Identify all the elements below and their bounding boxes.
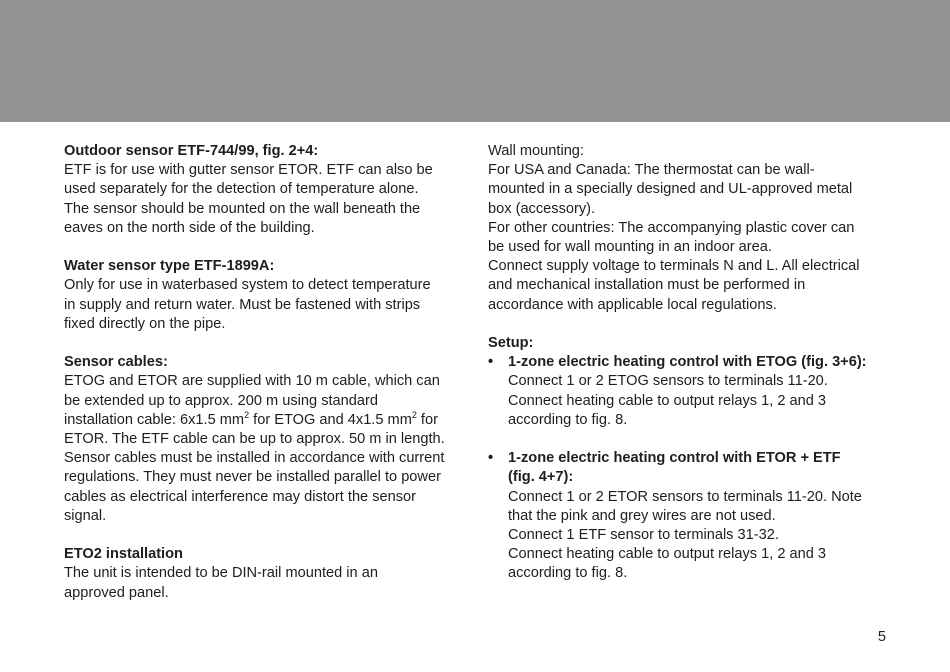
setup-item-line: Connect 1 or 2 ETOR sensors to terminals 11-20. Note — [508, 488, 862, 505]
outdoor-sensor-heading: Outdoor sensor ETF-744/99, fig. 2+4: — [64, 143, 319, 159]
wall-mounting-line: and mechanical installation must be performed in — [488, 277, 806, 294]
wall-mounting-line: Connect supply voltage to terminals N and L. All electrical — [488, 258, 860, 275]
water-line: in supply and return water. Must be fastened with strips — [64, 296, 421, 313]
setup-item-line: Connect heating cable to output relays 1, 2 and 3 — [508, 546, 827, 563]
cables-line: regulations. They must never be installed parallel to power — [64, 469, 441, 486]
right-column — [488, 142, 888, 584]
setup-heading: Setup: — [488, 335, 534, 352]
setup-item-title: 1-zone electric heating control with ETOR + ETF — [508, 450, 841, 467]
setup-item-line: Connect 1 or 2 ETOG sensors to terminals 11-20. — [508, 373, 828, 390]
setup-item-line: that the pink and grey wires are not used. — [508, 507, 776, 524]
cables-line: Sensor cables must be installed in accordance with current — [64, 450, 445, 467]
setup-item-title: (fig. 4+7): — [508, 469, 574, 486]
cables-line: installation cable: 6x1.5 $mm^2$ for ETOG and 4x1.5 $mm^2$ for — [64, 409, 438, 428]
outdoor-line: The sensor should be mounted on the wall beneath the — [64, 200, 421, 217]
setup-item-title: 1-zone electric heating control with ETOG (fig. 3+6): — [508, 354, 867, 371]
cables-line: ETOG and ETOR are supplied with 10 m cable, which can — [64, 373, 440, 390]
cables-line: cables as electrical interference may distort the sensor — [64, 488, 417, 505]
setup-item-line: according to fig. 8. — [508, 565, 628, 582]
wall-mounting-line: For USA and Canada: The thermostat can be wall- — [488, 162, 815, 179]
setup-item-line: Connect heating cable to output relays 1, 2 and 3 — [508, 392, 827, 409]
setup-item-etor-etf — [488, 449, 888, 583]
header-band — [0, 0, 950, 122]
setup-item-line: Connect 1 ETF sensor to terminals 31-32. — [508, 527, 779, 544]
water-line: fixed directly on the pipe. — [64, 315, 226, 332]
cables-line: be extended up to approx. 200 m using standard — [64, 392, 378, 409]
eto2-line: approved panel. — [64, 584, 169, 601]
sensor-cables-heading: Sensor cables: — [64, 354, 168, 371]
outdoor-line: used separately for the detection of temperature alone. — [64, 181, 419, 198]
cables-line: signal. — [64, 507, 107, 524]
eto2-line: The unit is intended to be DIN-rail mounted in an — [64, 565, 378, 582]
wall-mounting-line: accordance with applicable local regulations. — [488, 296, 777, 313]
outdoor-line: ETF is for use with gutter sensor ETOR. ETF can also be — [64, 162, 433, 179]
wall-mounting-line: Wall mounting: — [488, 143, 584, 159]
water-line: Only for use in waterbased system to detect temperature — [64, 277, 431, 294]
wall-mounting-line: box (accessory). — [488, 200, 596, 217]
wall-mounting-line: be used for wall mounting in an indoor area. — [488, 239, 772, 256]
page-number: 5 — [877, 629, 886, 645]
outdoor-line: eaves on the north side of the building. — [64, 219, 315, 236]
cables-line: ETOR. The ETF cable can be up to approx. 50 m in length. — [64, 431, 445, 448]
setup-item-etog — [488, 353, 888, 430]
setup-item-line: according to fig. 8. — [508, 411, 628, 428]
left-column — [64, 142, 464, 603]
wall-mounting-line: mounted in a specially designed and UL-approved metal — [488, 181, 853, 198]
wall-mounting-line: For other countries: The accompanying plastic cover can — [488, 219, 855, 236]
water-sensor-heading: Water sensor type ETF-1899A: — [64, 258, 275, 275]
bullet: • — [488, 450, 494, 467]
bullet: • — [488, 354, 494, 371]
eto2-installation-heading: ETO2 installation — [64, 546, 183, 563]
